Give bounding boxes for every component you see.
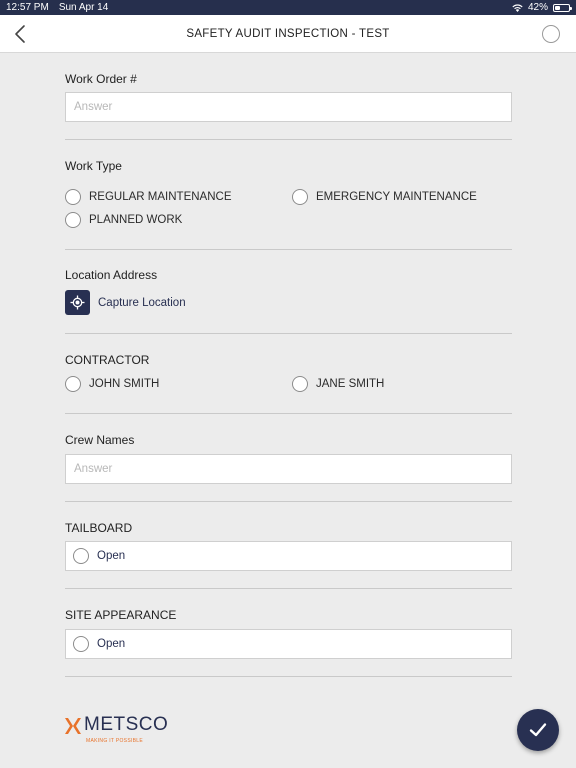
- radio-circle[interactable]: [65, 189, 81, 205]
- work-order-input[interactable]: [65, 92, 512, 122]
- radio-circle[interactable]: [65, 212, 81, 228]
- crew-names-placeholder: Answer: [74, 463, 113, 475]
- crew-names-label: Crew Names: [65, 433, 135, 447]
- section-crew-names: [65, 414, 512, 502]
- location-label: Location Address: [65, 268, 158, 282]
- site-appearance-open-row[interactable]: [65, 629, 512, 659]
- radio-regular-maintenance[interactable]: [65, 182, 292, 212]
- status-date: Sun Apr 14: [58, 2, 109, 13]
- work-order-label: Work Order #: [65, 72, 137, 86]
- back-chevron-icon[interactable]: [12, 24, 32, 44]
- metsco-mark-icon: [64, 717, 82, 735]
- page-title: SAFETY AUDIT INSPECTION - TEST: [186, 27, 390, 40]
- radio-label: REGULAR MAINTENANCE: [89, 191, 232, 203]
- site-appearance-label: SITE APPEARANCE: [65, 608, 177, 622]
- wifi-icon: [512, 4, 523, 12]
- capture-location-label: Capture Location: [98, 296, 186, 309]
- section-tailboard: [65, 502, 512, 589]
- crew-names-input[interactable]: [65, 454, 512, 484]
- section-contractor: [65, 334, 512, 414]
- section-work-type: [65, 140, 512, 250]
- logo-wordmark: METSCO: [84, 714, 169, 735]
- site-appearance-status: Open: [97, 638, 126, 650]
- status-bar: [0, 0, 576, 15]
- location-target-icon: [65, 290, 90, 315]
- logo-tagline: MAKING IT POSSIBLE: [86, 738, 143, 744]
- radio-label: JOHN SMITH: [89, 378, 160, 390]
- battery-percent: 42%: [527, 2, 548, 13]
- work-type-label: Work Type: [65, 159, 122, 173]
- incomplete-status-icon: [73, 548, 89, 564]
- radio-emergency-maintenance[interactable]: [292, 182, 477, 212]
- section-location: [65, 250, 512, 334]
- section-work-order: [65, 53, 512, 140]
- work-order-placeholder: Answer: [74, 101, 113, 113]
- radio-circle[interactable]: [292, 189, 308, 205]
- radio-jane-smith[interactable]: [292, 376, 384, 392]
- nav-bar: [0, 15, 576, 53]
- radio-label: JANE SMITH: [316, 378, 385, 390]
- tailboard-label: TAILBOARD: [65, 521, 133, 535]
- radio-john-smith[interactable]: [65, 376, 292, 392]
- incomplete-status-icon: [73, 636, 89, 652]
- radio-circle[interactable]: [65, 376, 81, 392]
- radio-label: PLANNED WORK: [89, 214, 183, 226]
- contractor-label: CONTRACTOR: [65, 353, 150, 367]
- radio-label: EMERGENCY MAINTENANCE: [316, 191, 477, 203]
- completion-status-icon[interactable]: [542, 25, 560, 43]
- radio-circle[interactable]: [292, 376, 308, 392]
- submit-button[interactable]: [517, 709, 559, 751]
- section-site-appearance: [65, 589, 512, 677]
- form: [65, 53, 512, 677]
- radio-planned-work[interactable]: [65, 212, 292, 228]
- tailboard-status: Open: [97, 550, 126, 562]
- tailboard-open-row[interactable]: [65, 541, 512, 571]
- battery-icon: [553, 4, 570, 12]
- capture-location-button[interactable]: [65, 290, 512, 315]
- checkmark-icon: [529, 722, 547, 738]
- battery-fill: [555, 6, 560, 10]
- status-time: 12:57 PM: [6, 2, 49, 13]
